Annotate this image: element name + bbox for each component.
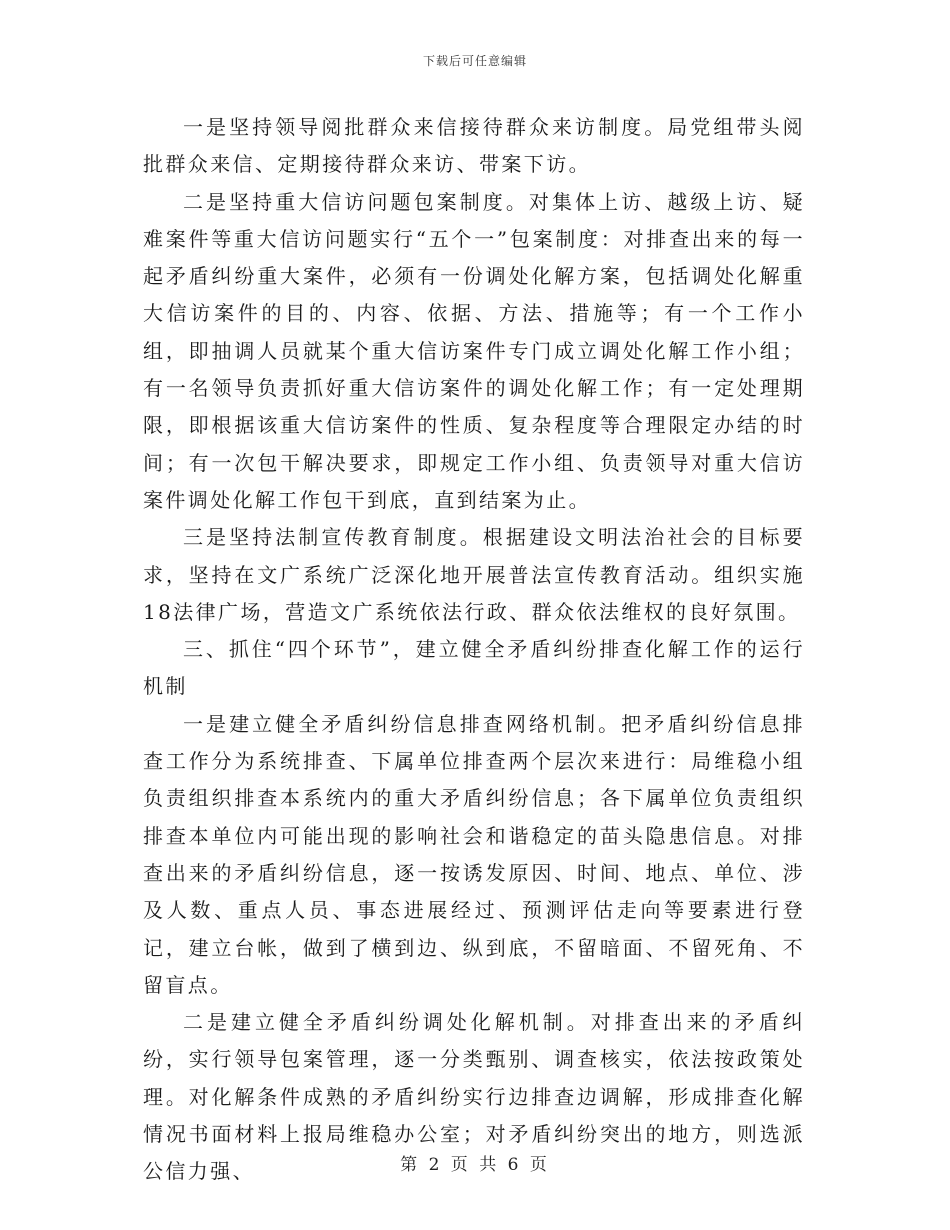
paragraph-case-responsibility: 二是坚持重大信访问题包案制度。对集体上访、越级上访、疑难案件等重大信访问题实行“五个一”包案制度：对排查出来的每一起矛盾纠纷重大案件，必须有一份调处化解方案，包括调处化解重大信访案件的目的、内容、依据、方法、措施等；有一个工作小组，即抽调人员就某个重大信访案件专门成立调处化解工作小组；有一名领导负责抓好重大信访案件的调处化解工作；有一定处理期限，即根据该重大信访案件的性质、复杂程度等合理限定办结的时间；有一次包干解决要求，即规定工作小组、负责领导对重大信访案件调处化解工作包干到底，直到结案为止。 [143, 189, 805, 512]
paragraph-legal-education: 三是坚持法制宣传教育制度。根据建设文明法治社会的目标要求，坚持在文广系统广泛深化地开展普法宣传教育活动。组织实施18法律广场，营造文广系统依法行政、群众依法维权的良好氛围。 [143, 525, 805, 624]
paragraph-leader-review: 一是坚持领导阅批群众来信接待群众来访制度。局党组带头阅批群众来信、定期接待群众来访、带案下访。 [143, 115, 805, 177]
page-header-note: 下载后可任意编辑 [422, 54, 527, 68]
page-number: 第 2 页 共 6 页 [400, 1155, 550, 1175]
section-heading-four-links: 三、抓住“四个环节”，建立健全矛盾纠纷排查化解工作的运行机制 [143, 637, 805, 699]
paragraph-mediation-mechanism: 二是建立健全矛盾纠纷调处化解机制。对排查出来的矛盾纠纷，实行领导包案管理，逐一分类甄别、调查核实，依法按政策处理。对化解条件成熟的矛盾纠纷实行边排查边调解，形成排查化解情况书面材料上报局维稳办公室；对矛盾纠纷突出的地方，则选派公信力强、 [143, 1010, 805, 1184]
paragraph-information-network: 一是建立健全矛盾纠纷信息排查网络机制。把矛盾纠纷信息排查工作分为系统排查、下属单位排查两个层次来进行：局维稳小组负责组织排查本系统内的重大矛盾纠纷信息；各下属单位负责组织排查本单位内可能出现的影响社会和谐稳定的苗头隐患信息。对排查出来的矛盾纠纷信息，逐一按诱发原因、时间、地点、单位、涉及人数、重点人员、事态进展经过、预测评估走向等要素进行登记，建立台帐，做到了横到边、纵到底，不留暗面、不留死角、不留盲点。 [143, 711, 805, 997]
document-body [143, 109, 805, 1191]
